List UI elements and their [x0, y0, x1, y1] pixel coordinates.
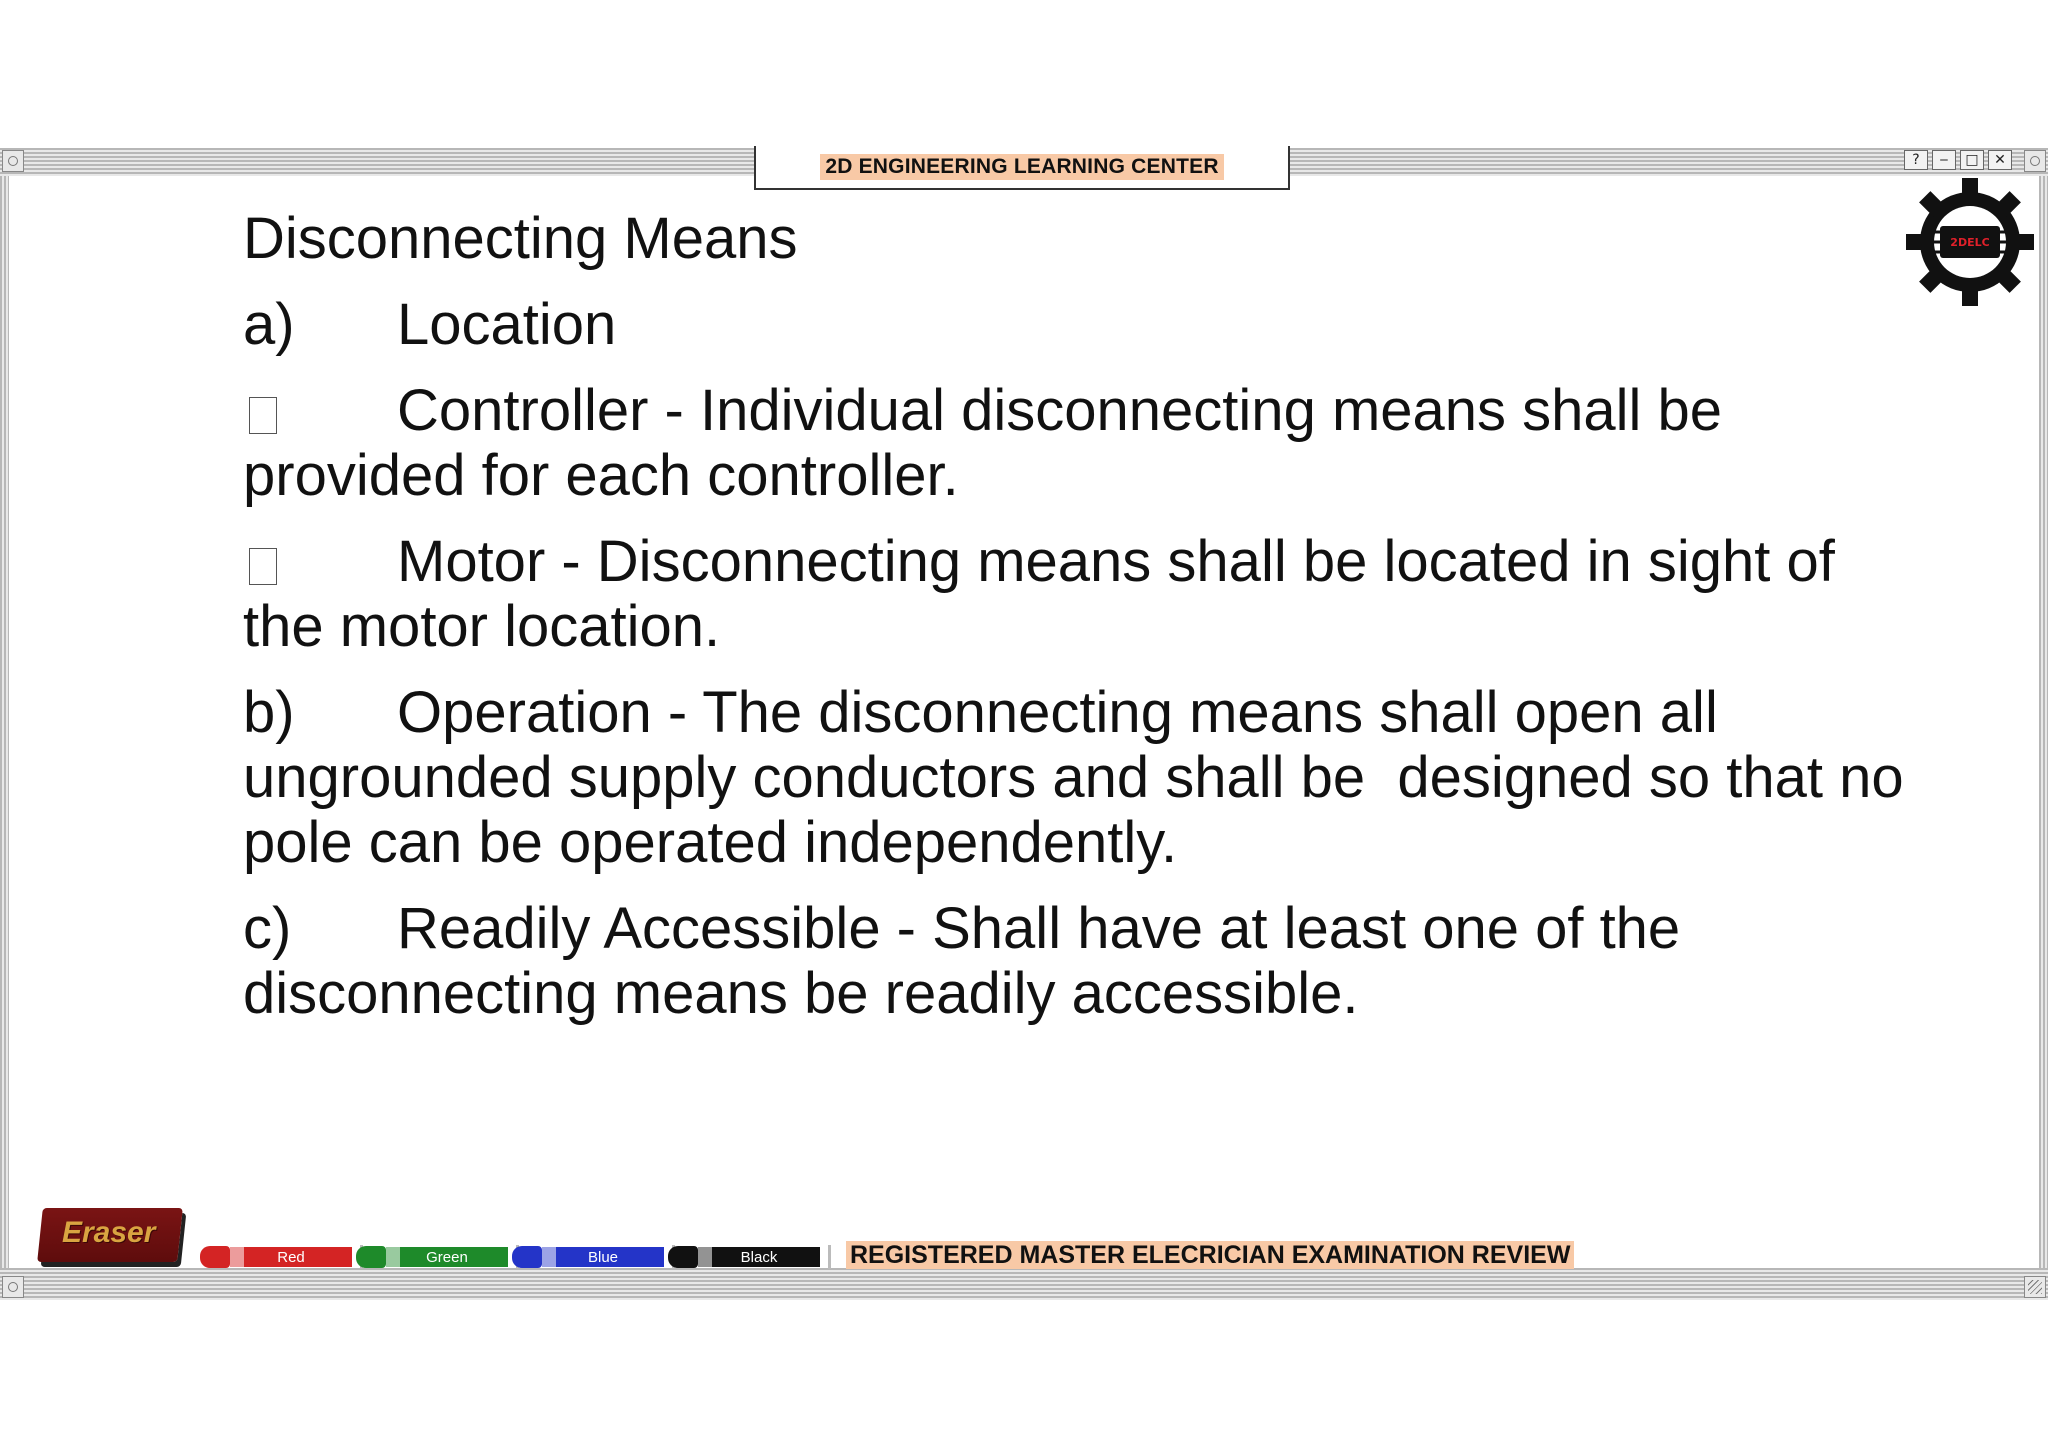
blue-marker-button[interactable]: [512, 1246, 675, 1268]
marker-divider: [828, 1245, 831, 1269]
corner-screw-icon: [2, 1276, 24, 1298]
marker-cap: [668, 1246, 698, 1268]
help-button[interactable]: ?: [1904, 150, 1928, 170]
black-marker-button[interactable]: [668, 1246, 831, 1268]
item-b-continuation-1: ungrounded supply conductors and shall be designed so that no: [243, 745, 1904, 810]
slide-content: [243, 206, 2003, 1047]
marker-label: Green: [386, 1247, 508, 1267]
eraser-button[interactable]: [40, 1208, 186, 1268]
slide-heading: Disconnecting Means: [243, 206, 798, 271]
item-c: [243, 896, 2003, 1026]
bullet-motor-continuation: the motor location.: [243, 594, 721, 659]
item-b-marker: b): [243, 680, 295, 745]
item-c-marker: c): [243, 896, 292, 961]
minimize-button[interactable]: ‒: [1932, 150, 1956, 170]
bullet-controller: [243, 378, 2003, 508]
bullet-controller-text: Controller - Individual disconnecting means shall be: [397, 378, 1723, 443]
item-c-continuation: disconnecting means be readily accessible.: [243, 961, 1359, 1026]
window-title: 2D ENGINEERING LEARNING CENTER: [820, 154, 1223, 180]
green-marker-button[interactable]: [356, 1246, 519, 1268]
marker-cap: [512, 1246, 542, 1268]
frame-left-bar: [0, 176, 9, 1268]
footer-banner-text: REGISTERED MASTER ELECRICIAN EXAMINATION REVIEW: [846, 1241, 1574, 1269]
marker-label: Black: [698, 1247, 820, 1267]
marker-cap: [200, 1246, 230, 1268]
frame-bottom-bar: [0, 1268, 2048, 1300]
window-controls: [1904, 150, 2012, 170]
red-marker-button[interactable]: [200, 1246, 363, 1268]
corner-screw-icon: [2024, 150, 2046, 172]
resize-grip-icon[interactable]: [2024, 1276, 2046, 1298]
close-button[interactable]: ✕: [1988, 150, 2012, 170]
maximize-button[interactable]: □: [1960, 150, 1984, 170]
item-c-text: Readily Accessible - Shall have at least one of the: [397, 896, 1681, 961]
footer-banner: [846, 1241, 1574, 1270]
eraser-label: Eraser: [62, 1216, 156, 1249]
marker-cap: [356, 1246, 386, 1268]
item-a: [243, 292, 2003, 357]
item-b: [243, 680, 2003, 875]
corner-screw-icon: [2, 150, 24, 172]
item-b-continuation-2: pole can be operated independently.: [243, 810, 1178, 875]
bullet-controller-continuation: provided for each controller.: [243, 443, 959, 508]
bullet-box-icon: [249, 548, 277, 585]
item-a-marker: a): [243, 292, 295, 357]
bullet-motor-text: Motor - Disconnecting means shall be located in sight of: [397, 529, 1835, 594]
logo-text: 2DELC: [1950, 236, 1990, 249]
title-tab: [754, 146, 1290, 190]
bullet-motor: [243, 529, 2003, 659]
marker-label: Blue: [542, 1247, 664, 1267]
bullet-box-icon: [249, 397, 277, 434]
item-b-text: Operation - The disconnecting means shall open all: [397, 680, 1718, 745]
item-a-text: Location: [397, 292, 617, 357]
frame-right-bar: [2039, 176, 2048, 1268]
marker-label: Red: [230, 1247, 352, 1267]
